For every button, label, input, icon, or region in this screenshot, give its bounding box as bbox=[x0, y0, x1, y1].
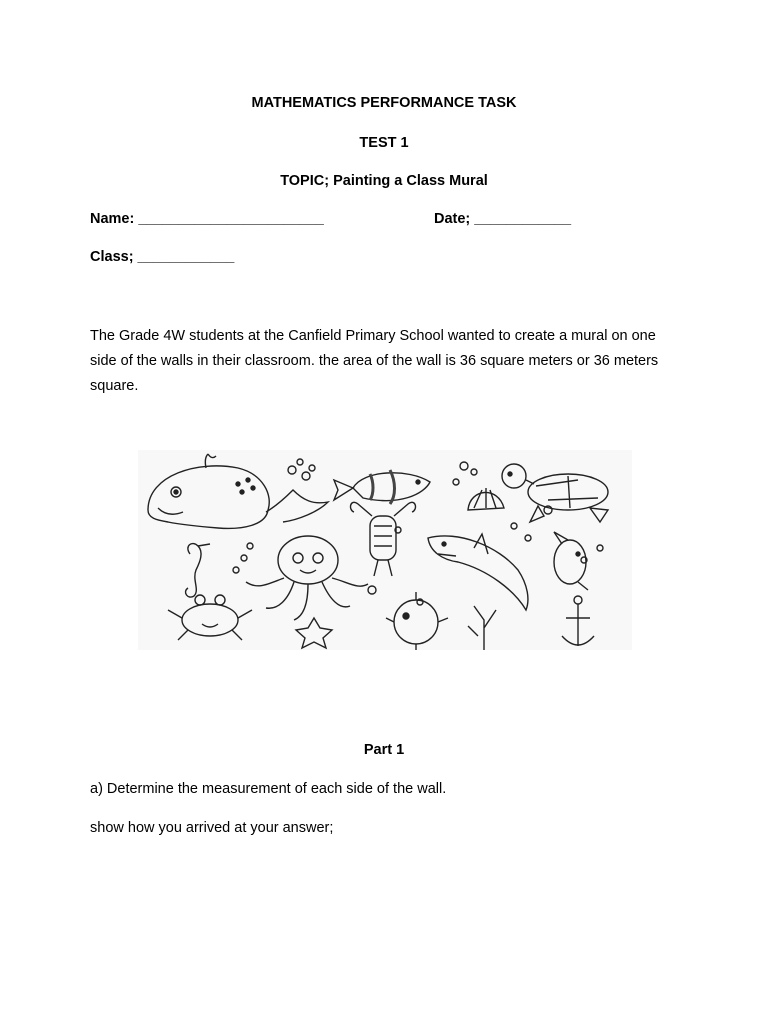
coral-drawing bbox=[468, 606, 496, 650]
shark-drawing bbox=[428, 534, 528, 610]
part-heading: Part 1 bbox=[363, 742, 405, 758]
starfish-drawing bbox=[296, 618, 332, 648]
question-a: a) Determine the measurement of each side of the wall. bbox=[90, 781, 447, 797]
name-field[interactable]: Name: _______________________ bbox=[90, 211, 324, 227]
topic-label: TOPIC; Painting a Class Mural bbox=[280, 173, 488, 189]
clownfish-drawing bbox=[334, 470, 430, 504]
anchor-drawing bbox=[562, 596, 594, 646]
sea-creatures-illustration bbox=[138, 450, 632, 650]
pufferfish-drawing bbox=[386, 592, 448, 650]
goldfish-drawing bbox=[554, 532, 588, 590]
intro-paragraph: The Grade 4W students at the Canfield Primary School wanted to create a mural on one side of the walls in their classroom. the area of the wall is 36 square meters or 36 meters square. bbox=[90, 328, 659, 394]
worksheet-title: MATHEMATICS PERFORMANCE TASK bbox=[251, 95, 517, 111]
lobster-drawing bbox=[351, 502, 416, 576]
turtle-drawing bbox=[502, 464, 608, 522]
date-field[interactable]: Date; ____________ bbox=[434, 211, 572, 227]
seashell-drawing bbox=[468, 488, 504, 510]
seahorse-drawing bbox=[186, 544, 210, 598]
answer-instruction: show how you arrived at your answer; bbox=[90, 820, 334, 836]
crab-drawing bbox=[168, 595, 252, 640]
class-field[interactable]: Class; ____________ bbox=[90, 249, 235, 265]
test-label: TEST 1 bbox=[359, 135, 409, 151]
octopus-drawing bbox=[246, 536, 368, 620]
